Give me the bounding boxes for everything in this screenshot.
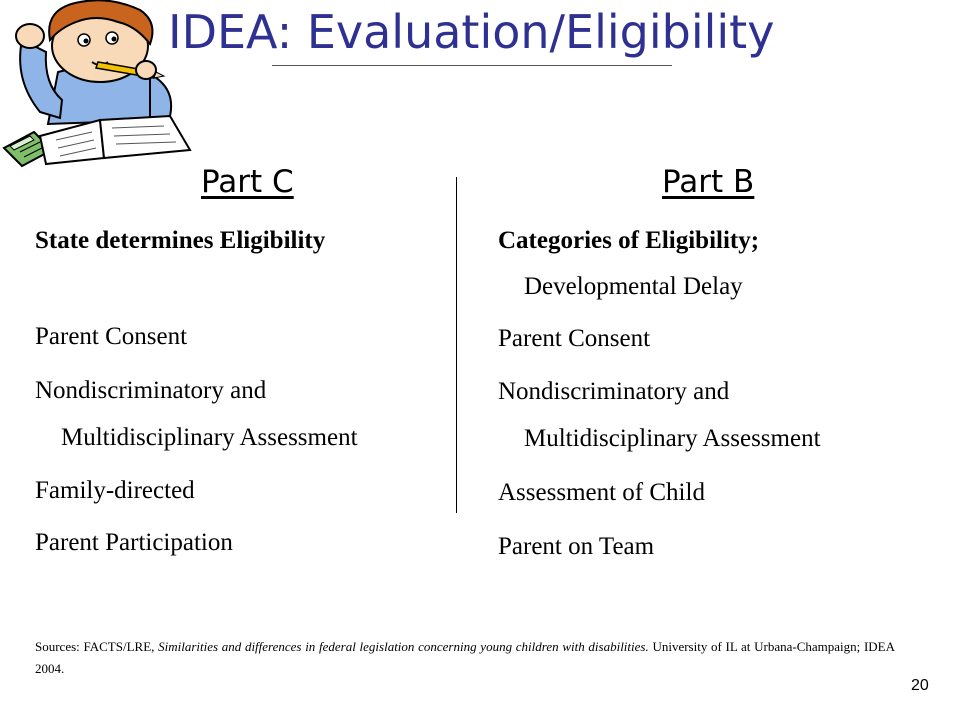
part-b-heading: Part B [662,164,755,200]
sources-prefix: Sources: FACTS/LRE, [35,639,155,654]
column-divider [456,177,457,513]
part-c-item: Nondiscriminatory and [35,377,267,404]
part-c-item: Family-directed [35,477,195,504]
part-b-item: Nondiscriminatory and [498,378,730,405]
sources-title: Similarities and differences in federal legislation concerning young children with disabilities. [158,639,649,654]
part-b-item: Parent on Team [498,533,655,560]
sources-suffix: University of IL at Urbana-Champaign; IDEA 2004. [35,639,896,676]
page-number: 20 [911,677,929,694]
part-c-item: Parent Consent [35,323,188,350]
part-c-heading: Part C [201,164,294,200]
part-b-item: Categories of Eligibility; [498,227,760,254]
part-c-item: State determines Eligibility [35,227,326,254]
part-b-item: Multidisciplinary Assessment [524,425,821,452]
part-b-item: Developmental Delay [524,273,743,300]
part-b-item: Parent Consent [498,325,651,352]
part-b-item: Assessment of Child [498,479,705,506]
slide-title: IDEA: Evaluation/Eligibility [168,5,775,59]
part-c-item: Parent Participation [35,529,233,556]
sources-note [35,636,895,680]
part-c-item: Multidisciplinary Assessment [61,424,358,451]
title-underline [272,65,672,66]
